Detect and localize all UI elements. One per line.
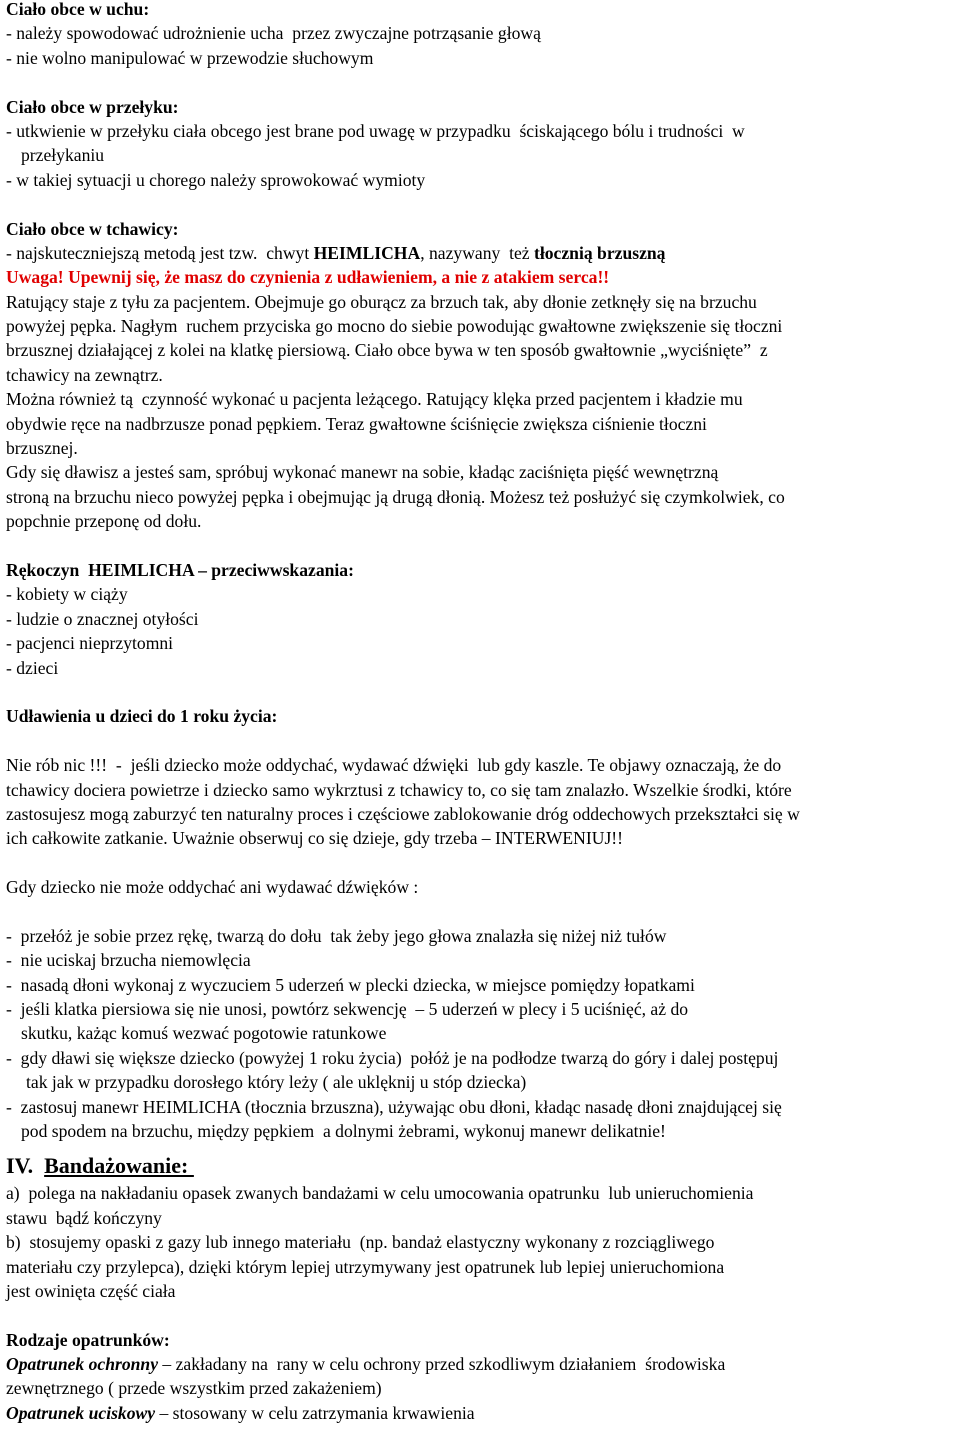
document-page [6,0,958,1425]
heimlich-term: HEIMLICHA [313,242,421,263]
list-item: - pacjenci nieprzytomni [6,633,174,654]
definition-term: Opatrunek uciskowy [6,1402,156,1423]
definition-term: Opatrunek ochronny [6,1354,159,1375]
heading-infants: Udławienia u dzieci do 1 roku życia: [6,706,278,727]
paragraph-line: a) polega na nakładaniu opasek zwanych bandażami w celu umocowania opatrunku lub unieruchomienia [6,1183,754,1204]
abdominal-press-term: tłocznią brzuszną [534,242,666,263]
list-item-continuation: pod spodem na brzuchu, między pępkiem a dolnymi żebrami, wykonuj manewr delikatnie! [21,1120,666,1141]
paragraph-line: materiału czy przylepca), dzięki którym lepiej utrzymywany jest opatrunek lub lepiej unieruchomiona [6,1256,725,1277]
paragraph-line: stroną na brzuchu nieco powyżej pępka i obejmując ją drugą dłonią. Możesz też posłużyć się czymkolwiek, co [6,486,785,507]
paragraph-line: obydwie ręce na nadbrzusze ponad pępkiem. Teraz gwałtowne ściśnięcie zwiększa ciśnienie tłoczni [6,413,707,434]
section-title: Bandażowanie: [44,1153,194,1179]
list-item: - należy spowodować udrożnienie ucha przez zwyczajne potrząsanie głową [6,23,541,44]
definition-text: – stosowany w celu zatrzymania krwawienia [155,1402,475,1423]
warning-label: Uwaga! [6,267,64,288]
heading-trachea: Ciało obce w tchawicy: [6,218,179,239]
method-text: - najskuteczniejszą metodą jest tzw. chwyt [6,242,314,263]
heading-dressings: Rodzaje opatrunków: [6,1329,170,1350]
warning-line [6,265,958,289]
list-item: - gdy dławi się większe dziecko (powyżej 1 roku życia) połóż je na podłodze twarzą do góry i dalej postępuj [6,1047,779,1068]
paragraph-line: tchawicy na zewnątrz. [6,364,163,385]
method-text: , nazywany też [420,242,535,263]
list-item: - zastosuj manewr HEIMLICHA (tłocznia brzuszna), używając obu dłoni, kładąc nasadę dłoni znajdującej się [6,1096,782,1117]
paragraph-line: b) stosujemy opaski z gazy lub innego materiału (np. bandaż elastyczny wykonany z rozciągliwego [6,1232,715,1253]
list-item-continuation: skutku, każąc komuś wezwać pogotowie ratunkowe [21,1023,387,1044]
section-heading-bandaging [6,1151,958,1181]
paragraph-line: zastosujesz mogą zaburzyć ten naturalny proces i częściowe zablokowanie dróg oddechowych przekształci się w [6,803,800,824]
list-item: - dzieci [6,657,59,678]
heading-ear: Ciało obce w uchu: [6,0,150,19]
list-item-continuation: tak jak w przypadku dorosłego który leży ( ale uklęknij u stóp dziecka) [26,1072,527,1093]
definition-continuation: zewnętrznego ( przede wszystkim przed zakażeniem) [6,1378,382,1399]
list-item: - w takiej sytuacji u chorego należy sprowokować wymioty [6,169,426,190]
paragraph-line: brzusznej. [6,438,78,459]
warning-text: Upewnij się, że masz do czynienia z udławieniem, a nie z atakiem serca!! [63,267,610,288]
section-numeral: IV. [6,1153,34,1179]
list-item: - nie uciskaj brzucha niemowlęcia [6,950,251,971]
list-item: - przełóż je sobie przez rękę, twarzą do dołu tak żeby jego głowa znalazła się niżej niż tułów [6,925,667,946]
list-item: - ludzie o znacznej otyłości [6,608,199,629]
paragraph-line: Nie rób nic !!! - jeśli dziecko może oddychać, wydawać dźwięki lub gdy kaszle. Te objawy oznaczają, że do [6,755,782,776]
paragraph-line: brzusznej działającej z kolei na klatkę piersiową. Ciało obce bywa w ten sposób gwałtownie „wyciśnięte” z [6,340,768,361]
heading-esophagus: Ciało obce w przełyku: [6,96,179,117]
paragraph-line: Ratujący staje z tyłu za pacjentem. Obejmuje go oburącz za brzuch tak, aby dłonie zetknęły się na brzuchu [6,291,757,312]
paragraph-line: stawu bądź kończyny [6,1207,162,1228]
paragraph-line: Można również tą czynność wykonać u pacjenta leżącego. Ratujący klęka przed pacjentem i kładzie mu [6,389,743,410]
definition-text: – zakładany na rany w celu ochrony przed szkodliwym działaniem środowiska [158,1354,726,1375]
list-item-continuation: przełykaniu [21,145,105,166]
paragraph-line: popchnie przeponę od dołu. [6,511,202,532]
paragraph-line: tchawicy dociera powietrze i dziecko samo wykrztusi z tchawicy to, co się tam znalazło. Wszelkie środki, które [6,779,792,800]
list-item: - utkwienie w przełyku ciała obcego jest brane pod uwagę w przypadku ściskającego bólu i trudności w [6,120,745,141]
paragraph-line: powyżej pępka. Nagłym ruchem przyciska go mocno do siebie powodując gwałtowne zwiększenie się tłoczni [6,316,783,337]
definition-line [6,1352,958,1376]
list-item: - nie wolno manipulować w przewodzie słuchowym [6,47,374,68]
list-item: - nasadą dłoni wykonaj z wyczuciem 5 uderzeń w plecki dziecka, w miejsce pomiędzy łopatkami [6,974,695,995]
paragraph-line: Gdy się dławisz a jesteś sam, spróbuj wykonać manewr na sobie, kładąc zaciśnięta pięść wewnętrzną [6,462,719,483]
heimlich-method-line [6,241,958,265]
heading-contraindications: Rękoczyn HEIMLICHA – przeciwwskazania: [6,559,354,580]
list-item: - kobiety w ciąży [6,584,128,605]
no-breath-intro: Gdy dziecko nie może oddychać ani wydawać dźwięków : [6,877,419,898]
list-item: - jeśli klatka piersiowa się nie unosi, powtórz sekwencję – 5 uderzeń w plecy i 5 uciśnięć, aż do [6,999,689,1020]
paragraph-line: jest owinięta część ciała [6,1280,176,1301]
definition-line [6,1401,958,1425]
paragraph-line: ich całkowite zatkanie. Uważnie obserwuj co się dzieje, gdy trzeba – INTERWENIUJ!! [6,828,624,849]
